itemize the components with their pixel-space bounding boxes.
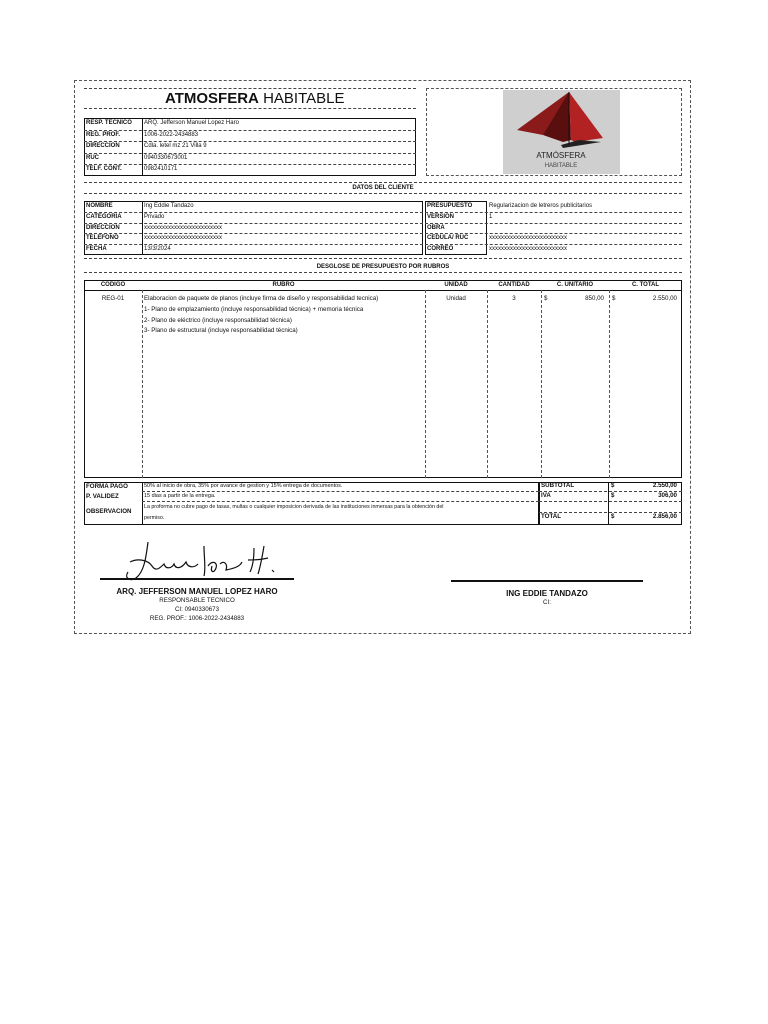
budget-field-label: VERSION [427,213,455,220]
item-qty: 3 [512,295,516,302]
totals-label: SUBTOTAL [541,482,575,489]
budget-field-label: CORREO [427,246,454,253]
company-name-light: HABITABLE [263,90,345,107]
budget-field-label: PRESUPUESTO [427,203,473,209]
logo-text-2: HABITABLE [544,163,578,169]
client-signer-ci: CI: [543,599,551,606]
totals-value: 2.550,00 [652,482,677,489]
logo-text-1: ATMÓSFERA [536,151,586,160]
validity-value: 15 dias a partir de la entrega. [144,493,216,499]
totals-value: 2.856,00 [652,513,677,520]
item-description: Elaboracion de paquete de planos (incluye firma de diseño y responsabilidad tecnica) [144,295,379,302]
budget-field-value: xxxxxxxxxxxxxxxxxxxxxxxxxx [489,235,567,242]
header-field-label: DIRECCION [86,143,120,150]
budget-field-value: Regularizacion de letreros publicitarios [489,203,593,209]
sub-item: 2- Plano de eléctrico (incluye responsabilidad técnica) [144,317,292,324]
totals-currency: $ [611,492,615,499]
item-total: 2.550,00 [652,295,677,302]
totals-currency: $ [611,482,615,489]
signer-ci: CI: 0940330673 [174,606,220,613]
header-field-label: RUC [86,154,99,161]
item-unit-cost: 850,00 [585,295,604,302]
payment-label: FORMA PAGO [86,483,128,490]
header-field-label: REG. PROF. [86,131,121,138]
header-field-value: ARQ. Jefferson Manuel Lopez Haro [144,120,239,126]
signer-reg: REG. PROF.: 1006-2022-2434883 [149,615,245,622]
totals-label: IVA [541,492,551,499]
signature-text [140,566,148,567]
client-field-value: xxxxxxxxxxxxxxxxxxxxxxxxxx [144,235,222,242]
note-label: OBSERVACION [86,508,132,515]
signer-role: RESPONSABLE TECNICO [159,597,235,604]
payment-value: 50% al inicio de obra, 35% por avance de gestion y 15% entrega de documentos. [144,483,343,489]
item-unit-cost-currency: $ [544,295,548,302]
budget-field-label: CEDULA/ RUC [427,235,469,242]
tent-logo-icon [503,90,620,174]
client-left-box [84,201,423,255]
totals-label: TOTAL [541,513,562,520]
client-field-value: Ing Eddie Tandazo [144,203,194,209]
col-unit-cost: C. UNITARIO [556,282,594,288]
budget-field-value: xxxxxxxxxxxxxxxxxxxxxxxxxx [489,246,567,253]
header-field-value: 0940330673001 [144,154,188,161]
item-total-currency: $ [612,295,616,302]
col-total: C. TOTAL [631,282,660,288]
company-title [165,90,344,107]
company-logo [503,90,620,174]
client-section-title: DATOS DEL CLIENTE [352,185,414,191]
sub-item: 3- Plano de estructural (incluye responsabilidad técnica) [144,327,298,334]
item-unit: Unidad [446,295,466,302]
budget-field-label: OBRA [427,224,445,231]
col-qty: CANTIDAD [498,282,530,288]
budget-field-value: 1 [489,213,493,220]
company-info-box [84,118,416,176]
company-name-bold: ATMOSFERA [165,90,259,107]
budget-section-title: DESGLOSE DE PRESUPUESTO POR RUBROS [316,264,450,270]
client-field-label: TELEFONO [86,235,119,242]
note-value-cont: permiso. [144,515,165,521]
header-field-value: 0982410171 [144,166,178,173]
header-field-value: 1006-2022-2434883 [144,131,199,138]
header-field-label: RESP. TECNICO [86,120,132,126]
client-field-value: Privado [144,213,165,220]
note-value: La proforma no cubre pago de tasas, multas o cualquier imposicion derivada de las instituciones inmersas para la obtención del [144,504,444,510]
validity-label: P. VALIDEZ [86,493,119,500]
col-code: CODIGO [100,282,126,288]
signer-name: ARQ. JEFFERSON MANUEL LOPEZ HARO [116,587,278,596]
client-field-label: FECHA [86,246,107,253]
client-field-value: 13/3/2024 [144,246,171,253]
header-field-value: Cdla. letel mz 21 Villa 9 [144,143,207,150]
header-field-label: TELF. CONT. [86,166,122,173]
client-field-label: NOMBRE [86,203,113,209]
client-signer-name: ING EDDIE TANDAZO [506,589,588,598]
col-unit: UNIDAD [444,282,468,288]
sub-item: 1- Plano de emplazamiento (incluye responsabilidad técnica) + memoria técnica [144,306,364,313]
client-field-label: CATEGORIA [86,213,122,220]
col-item: RUBRO [272,282,295,288]
totals-currency: $ [611,513,615,520]
item-code: REG-01 [101,295,125,302]
client-field-value: xxxxxxxxxxxxxxxxxxxxxxxxxx [144,224,222,231]
client-field-label: DIRECCION [86,224,120,231]
totals-value: 306,00 [658,492,677,499]
